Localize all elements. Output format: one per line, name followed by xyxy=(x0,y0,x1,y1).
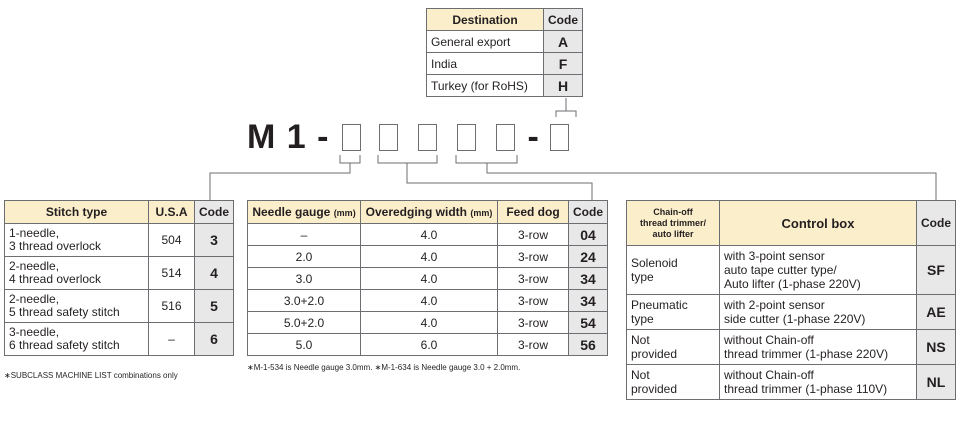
stitch-code-header: Code xyxy=(195,201,234,224)
table-row xyxy=(627,246,956,295)
overedging-width-cell: 4.0 xyxy=(361,224,498,246)
chain-off-cell: Not provided xyxy=(627,330,720,365)
table-row xyxy=(627,330,956,365)
chain-off-cell: Not provided xyxy=(627,365,720,400)
table-row xyxy=(5,257,234,290)
table-row xyxy=(248,290,608,312)
control-code-header: Code xyxy=(917,201,956,246)
destination-code: F xyxy=(544,53,583,75)
control-connector xyxy=(487,163,936,200)
destination-header: Destination xyxy=(427,9,544,31)
needle-gauge-header: Needle gauge (mm) xyxy=(248,201,361,224)
table-row xyxy=(627,295,956,330)
needle-code-header: Code xyxy=(569,201,608,224)
needle-gauge-cell: 3.0 xyxy=(248,268,361,290)
needle-connector xyxy=(407,163,592,200)
usa-cell: 504 xyxy=(149,224,195,257)
needle-gauge-cell: 2.0 xyxy=(248,246,361,268)
control-box-cell: without Chain-off thread trimmer (1-phase 220V) xyxy=(720,330,917,365)
stitch-type-cell: 1-needle, 3 thread overlock xyxy=(5,224,149,257)
stitch-type-cell: 3-needle, 6 thread safety stitch xyxy=(5,323,149,356)
needle-gauge-cell: 5.0 xyxy=(248,334,361,356)
stitch-note: ∗SUBCLASS MACHINE LIST combinations only xyxy=(4,371,178,380)
feed-dog-cell: 3-row xyxy=(498,268,569,290)
stitch-connector xyxy=(210,163,350,200)
control-box-cell: with 2-point sensor side cutter (1-phase 220V) xyxy=(720,295,917,330)
overedging-width-cell: 6.0 xyxy=(361,334,498,356)
stitch-type-table xyxy=(4,200,234,356)
control-code: AE xyxy=(917,295,956,330)
destination-name: India xyxy=(427,53,544,75)
overedging-width-cell: 4.0 xyxy=(361,312,498,334)
needle-code: 54 xyxy=(569,312,608,334)
needle-code-box-1 xyxy=(379,124,398,151)
table-row xyxy=(248,268,608,290)
table-row xyxy=(427,31,583,53)
model-number xyxy=(247,117,569,157)
needle-gauge-table xyxy=(247,200,608,356)
chain-off-cell: Solenoid type xyxy=(627,246,720,295)
feed-dog-cell: 3-row xyxy=(498,224,569,246)
table-row xyxy=(5,290,234,323)
stitch-code: 3 xyxy=(195,224,234,257)
stitch-type-header: Stitch type xyxy=(5,201,149,224)
table-row xyxy=(248,246,608,268)
overedging-width-cell: 4.0 xyxy=(361,268,498,290)
feed-dog-cell: 3-row xyxy=(498,290,569,312)
control-box-table xyxy=(626,200,956,400)
table-row xyxy=(248,312,608,334)
overedging-width-cell: 4.0 xyxy=(361,290,498,312)
feed-dog-cell: 3-row xyxy=(498,312,569,334)
stitch-code: 4 xyxy=(195,257,234,290)
control-code-box-1 xyxy=(457,124,476,151)
control-box-header: Control box xyxy=(720,201,917,246)
needle-code-box-2 xyxy=(418,124,437,151)
control-code: SF xyxy=(917,246,956,295)
destination-code-header: Code xyxy=(544,9,583,31)
needle-code: 34 xyxy=(569,268,608,290)
needle-code: 04 xyxy=(569,224,608,246)
feed-dog-header: Feed dog xyxy=(498,201,569,224)
chain-off-header: Chain-off thread trimmer/ auto lifter xyxy=(627,201,720,246)
stitch-code: 6 xyxy=(195,323,234,356)
destination-code-box xyxy=(550,124,569,151)
table-row xyxy=(427,75,583,97)
destination-name: Turkey (for RoHS) xyxy=(427,75,544,97)
usa-cell: – xyxy=(149,323,195,356)
destination-code: H xyxy=(544,75,583,97)
destination-table xyxy=(426,8,583,97)
control-box-cell: with 3-point sensor auto tape cutter type/ Auto lifter (1-phase 220V) xyxy=(720,246,917,295)
usa-cell: 516 xyxy=(149,290,195,323)
table-row xyxy=(5,224,234,257)
stitch-code: 5 xyxy=(195,290,234,323)
destination-name: General export xyxy=(427,31,544,53)
table-row xyxy=(427,53,583,75)
destination-code: A xyxy=(544,31,583,53)
overedging-width-header: Overedging width (mm) xyxy=(361,201,498,224)
control-code: NL xyxy=(917,365,956,400)
needle-code: 34 xyxy=(569,290,608,312)
needle-gauge-cell: – xyxy=(248,224,361,246)
control-box-cell: without Chain-off thread trimmer (1-phase 110V) xyxy=(720,365,917,400)
table-row xyxy=(248,224,608,246)
stitch-type-cell: 2-needle, 4 thread overlock xyxy=(5,257,149,290)
needle-code: 56 xyxy=(569,334,608,356)
model-separator: - xyxy=(527,117,540,156)
needle-code: 24 xyxy=(569,246,608,268)
table-row xyxy=(248,334,608,356)
needle-note: ∗M-1-534 is Needle gauge 3.0mm. ∗M-1-634 is Needle gauge 3.0 + 2.0mm. xyxy=(247,363,521,372)
feed-dog-cell: 3-row xyxy=(498,246,569,268)
feed-dog-cell: 3-row xyxy=(498,334,569,356)
needle-gauge-cell: 5.0+2.0 xyxy=(248,312,361,334)
stitch-code-box xyxy=(342,124,361,151)
model-prefix: M 1 - xyxy=(247,117,330,156)
chain-off-cell: Pneumatic type xyxy=(627,295,720,330)
control-code-box-2 xyxy=(496,124,515,151)
control-code: NS xyxy=(917,330,956,365)
usa-cell: 514 xyxy=(149,257,195,290)
table-row xyxy=(5,323,234,356)
overedging-width-cell: 4.0 xyxy=(361,246,498,268)
stitch-type-cell: 2-needle, 5 thread safety stitch xyxy=(5,290,149,323)
usa-header: U.S.A xyxy=(149,201,195,224)
table-row xyxy=(627,365,956,400)
needle-gauge-cell: 3.0+2.0 xyxy=(248,290,361,312)
